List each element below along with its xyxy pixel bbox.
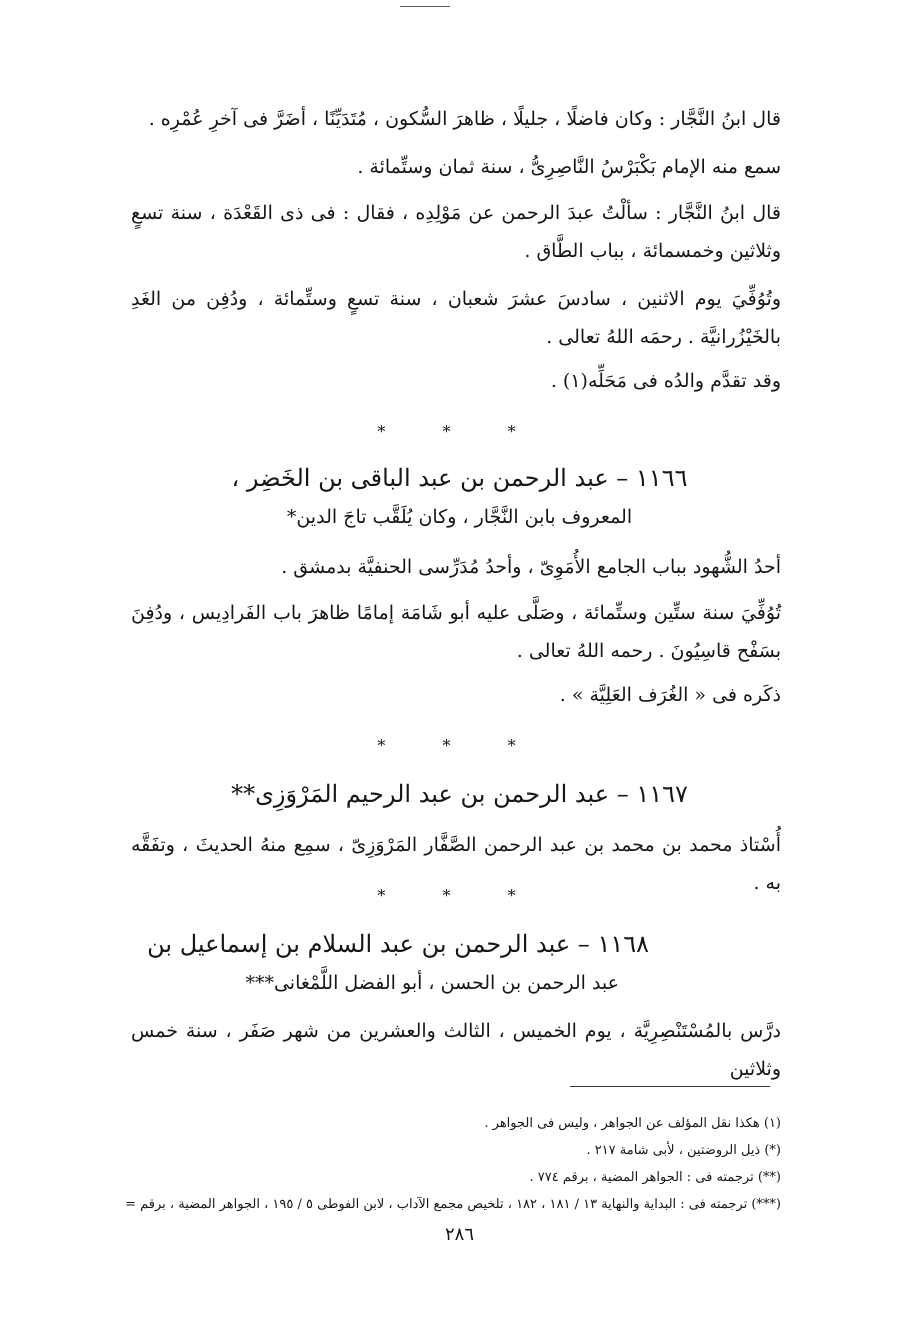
entry-1167-paragraph-1: أُسْتاذ محمد بن محمد بن عبد الرحمن الصَّفَّار المَرْوَزِىّ ، سمِع منهُ الحديثَ ، وتفَقَّه به . bbox=[131, 834, 781, 894]
paragraph-2: سمع منه الإمام بَكْبَرْسُ النَّاصِرِىُّ ، سنة ثمان وستِّمائة . bbox=[357, 156, 781, 178]
footnote-4: (***) ترجمته فى : البداية والنهاية ١٣ / ١٨١ ، ١٨٢ ، تلخيص مجمع الآداب ، لابن الفوطى ٥ / ١٩٥ ، الجواهر المضية ، برقم = bbox=[125, 1197, 781, 1212]
footnote-1: (١) هكذا نقل المؤلف عن الجواهر ، وليس فى الجواهر . bbox=[484, 1116, 781, 1131]
entry-1166-paragraph-3: ذكَره فى « الغُرَف العَلِيَّة » . bbox=[559, 684, 781, 706]
entry-subheading-1168: عبد الرحمن بن الحسن ، أبو الفضل اللَّمْغانى*** bbox=[245, 972, 619, 994]
section-divider-2: * * * bbox=[377, 736, 542, 755]
entry-heading-1166: ١١٦٦ – عبد الرحمن بن عبد الباقى بن الخَضِر ، bbox=[231, 464, 688, 492]
footnote-rule bbox=[570, 1086, 770, 1087]
page-number: ٢٨٦ bbox=[444, 1224, 474, 1245]
paragraph-5: وقد تقدَّم والدُه فى مَحَلِّه(١) . bbox=[550, 370, 781, 392]
footnote-2: (*) ذيل الروضتين ، لأبى شامة ٢١٧ . bbox=[586, 1143, 781, 1158]
top-rule bbox=[400, 6, 450, 7]
entry-1166-paragraph-2: تُوُفِّيَ سنة ستِّين وستِّمائة ، وصَلَّى عليه أبو شَامَة إمامًا ظاهرَ باب الفَرادِيس ، ودُفِنَ بسَفْح قاسِيُونَ . رحمه اللهُ تعالى . bbox=[131, 602, 781, 662]
entry-heading-1168: ١١٦٨ – عبد الرحمن بن عبد السلام بن إسماعيل بن bbox=[147, 930, 649, 958]
entry-1168-paragraph-1: درَّس بالمُسْتَنْصِرِيَّة ، يوم الخميس ، الثالث والعشرين من شهر صَفَر ، سنة خمس وثلاثين bbox=[131, 1020, 781, 1080]
footnote-3: (**) ترجمته فى : الجواهر المضية ، برقم ٧٧٤ . bbox=[529, 1170, 781, 1185]
entry-1166-paragraph-1: أحدُ الشُّهود بباب الجامع الأُمَوِىّ ، وأحدُ مُدَرِّسى الحنفيَّة بدمشق . bbox=[281, 556, 781, 578]
section-divider-3: * * * bbox=[377, 886, 542, 905]
entry-subheading-1166: المعروف بابن النَّجَّار ، وكان يُلَقَّب تاجَ الدين* bbox=[286, 506, 633, 528]
paragraph-3: قال ابنُ النَّجَّار : سألْتُ عبدَ الرحمن عن مَوْلِدِه ، فقال : فى ذى القَعْدَة ، سنة تسعٍ وثلاثين وخمسمائة ، بباب الطَّاق . bbox=[131, 202, 781, 262]
entry-heading-1167: ١١٦٧ – عبد الرحمن بن عبد الرحيم المَرْوَزِى** bbox=[231, 780, 688, 808]
section-divider-1: * * * bbox=[377, 422, 542, 441]
paragraph-4: وتُوُفِّيَ يوم الاثنين ، سادسَ عشرَ شعبان ، سنة تسعٍ وستِّمائة ، ودُفِن من الغَدِ بالخَيْزُرانيَّة . رحمَه اللهُ تعالى . bbox=[131, 288, 781, 348]
paragraph-1: قال ابنُ النَّجَّار : وكان فاضلًا ، جليلًا ، ظاهرَ السُّكون ، مُتَدَيِّنًا ، أضَرَّ فى آخرِ عُمْرِه . bbox=[148, 108, 781, 130]
